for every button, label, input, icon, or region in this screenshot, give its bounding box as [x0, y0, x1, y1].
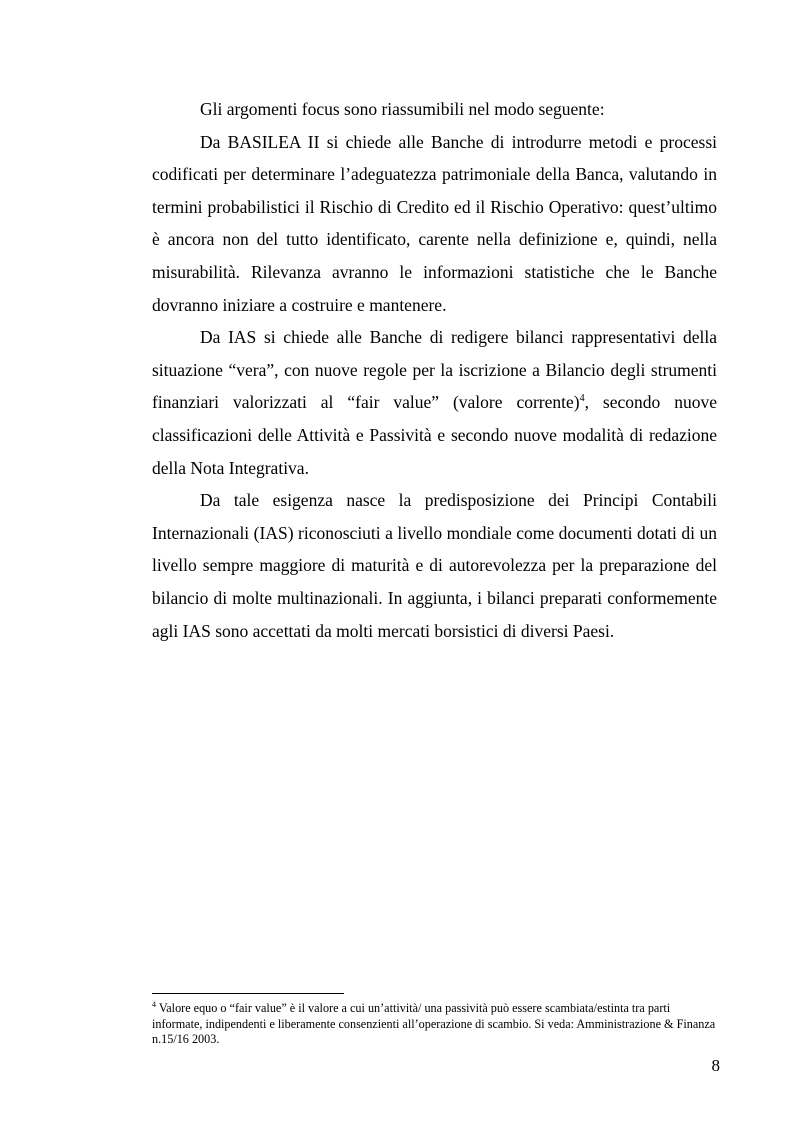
footnote	[152, 1001, 717, 1048]
paragraph-principi: Da tale esigenza nasce la predisposizione dei Principi Contabili Internazionali (IAS) riconosciuti a livello mondiale come documenti dotati di un livello sempre maggiore di maturità e di autorevolezza per la preparazione del bilancio di molte multinazionali. In aggiunta, i bilanci preparati conformemente agli IAS sono accettati da molti mercati borsistici di diversi Paesi.	[152, 490, 717, 641]
footnote-reference: 4	[579, 393, 585, 405]
main-text	[152, 93, 717, 647]
footnote-number: 4	[152, 999, 156, 1009]
paragraph-ias-text-after: , secondo nuove classificazioni delle Attività e Passività e secondo nuove modalità di redazione della Nota Integrativa.	[152, 392, 717, 478]
footnote-divider	[152, 993, 344, 994]
paragraph-ias-text-before: Da IAS si chiede alle Banche di redigere bilanci rappresentativi della situazione “vera”, con nuove regole per la iscrizione a Bilancio degli strumenti finanziari valorizzati al “fair value” (valore corrente)	[152, 327, 717, 413]
paragraph-ias	[152, 321, 717, 484]
page-number: 8	[711, 1056, 720, 1075]
footnote-text: Valore equo o “fair value” è il valore a cui un’attività/ una passività può essere scambiata/estinta tra parti informate, indipendenti e liberamente consenzienti all’operazione di scambio. Si veda: Amministrazione & Finanza n.15/16 2003.	[152, 1001, 716, 1047]
paragraph-intro: Gli argomenti focus sono riassumibili nel modo seguente:	[200, 99, 605, 119]
paragraph-basilea: Da BASILEA II si chiede alle Banche di introdurre metodi e processi codificati per determinare l’adeguatezza patrimoniale della Banca, valutando in termini probabilistici il Rischio di Credito ed il Rischio Operativo: quest’ultimo è ancora non del tutto identificato, carente nella definizione e, quindi, nella misurabilità. Rilevanza avranno le informazioni statistiche che le Banche dovranno iniziare a costruire e mantenere.	[152, 131, 717, 315]
